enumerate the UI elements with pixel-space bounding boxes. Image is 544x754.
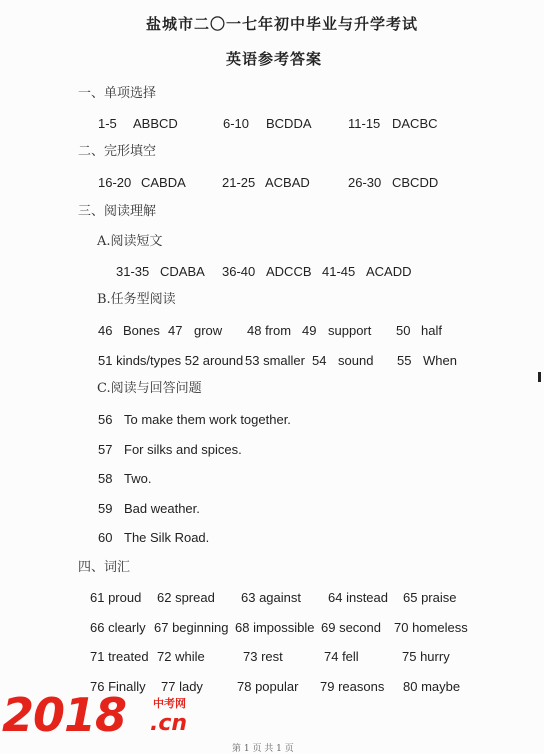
answer-range: 41-45 — [322, 264, 356, 279]
answer-range: 26-30 — [348, 175, 382, 190]
answer-range: 6-10 — [223, 116, 250, 131]
answer-key: DACBC — [392, 116, 438, 131]
vocab-answer: 74 fell — [324, 649, 359, 664]
vocab-answer: 63 against — [241, 590, 301, 605]
answer-word: When — [423, 353, 457, 368]
answer-range: 1-5 — [98, 116, 117, 131]
answer-key: CABDA — [141, 175, 186, 190]
answer-word: support — [328, 323, 372, 338]
margin-mark — [538, 372, 541, 382]
section-heading-vocabulary: 四、词汇 — [78, 560, 131, 575]
watermark-year: 2018 — [2, 688, 127, 742]
section-heading-cloze: 二、完形填空 — [78, 144, 157, 159]
vocab-answer: 68 impossible — [235, 620, 315, 635]
answer-word: Bones — [123, 323, 160, 338]
answer-key: CDABA — [160, 264, 205, 279]
question-number: 59 — [98, 501, 113, 516]
vocab-answer: 80 maybe — [403, 679, 461, 694]
answer-item: 51 kinds/types 52 around — [98, 353, 244, 368]
answer-range: 16-20 — [98, 175, 132, 190]
vocab-answer: 70 homeless — [394, 620, 468, 635]
answer-number: 50 — [396, 323, 411, 338]
page-footer: 第 1 页 共 1 页 — [232, 744, 294, 754]
question-number: 56 — [98, 412, 113, 427]
subsection-heading-c: C.阅读与回答问题 — [97, 381, 202, 396]
answer-word: sound — [338, 353, 374, 368]
answer-number: 46 — [98, 323, 113, 338]
answer-sentence: The Silk Road. — [124, 530, 210, 545]
answer-word: grow — [194, 323, 223, 338]
vocab-answer: 61 proud — [90, 590, 142, 605]
answer-word: half — [421, 323, 442, 338]
vocab-answer: 69 second — [321, 620, 381, 635]
answer-key: ACADD — [366, 264, 412, 279]
answer-key: ACBAD — [265, 175, 310, 190]
watermark-domain: .cn — [150, 711, 188, 736]
answer-key: ABBCD — [133, 116, 178, 131]
answer-range: 11-15 — [348, 116, 381, 131]
question-number: 58 — [98, 471, 113, 486]
answer-sentence: For silks and spices. — [124, 442, 242, 457]
answer-key: ADCCB — [266, 264, 312, 279]
document-title: 盐城市二〇一七年初中毕业与升学考试 — [146, 15, 419, 33]
answer-sentence: Two. — [124, 471, 152, 486]
vocab-answer: 72 while — [157, 649, 205, 664]
answer-number: 49 — [302, 323, 317, 338]
subsection-heading-b: B.任务型阅读 — [97, 292, 176, 307]
answer-sentence: Bad weather. — [124, 501, 200, 516]
answer-number: 47 — [168, 323, 183, 338]
answer-number: 54 — [312, 353, 327, 368]
answer-sentence: To make them work together. — [124, 412, 291, 427]
vocab-answer: 77 lady — [161, 679, 203, 694]
vocab-answer: 62 spread — [157, 590, 215, 605]
vocab-answer: 71 treated — [90, 649, 149, 664]
vocab-answer: 65 praise — [403, 590, 457, 605]
vocab-answer: 67 beginning — [154, 620, 229, 635]
answer-item: 48 from — [247, 323, 292, 338]
vocab-answer: 79 reasons — [320, 679, 385, 694]
vocab-answer: 78 popular — [237, 679, 299, 694]
section-heading-reading: 三、阅读理解 — [78, 204, 157, 219]
answer-item: 53 smaller — [245, 353, 305, 368]
vocab-answer: 75 hurry — [402, 649, 450, 664]
answer-range: 36-40 — [222, 264, 256, 279]
vocab-answer: 66 clearly — [90, 620, 146, 635]
answer-number: 55 — [397, 353, 412, 368]
question-number: 60 — [98, 530, 113, 545]
vocab-answer: 76 Finally — [90, 679, 146, 694]
subsection-heading-a: A.阅读短文 — [97, 234, 163, 249]
vocab-answer: 73 rest — [243, 649, 283, 664]
answer-key: CBCDD — [392, 175, 439, 190]
section-heading-single-choice: 一、单项选择 — [78, 86, 157, 101]
answer-range: 21-25 — [222, 175, 256, 190]
answer-range: 31-35 — [116, 264, 150, 279]
document-subtitle: 英语参考答案 — [226, 50, 323, 68]
watermark-site-name: 中考网 — [153, 697, 186, 710]
vocab-answer: 64 instead — [328, 590, 388, 605]
answer-key: BCDDA — [266, 116, 312, 131]
question-number: 57 — [98, 442, 113, 457]
